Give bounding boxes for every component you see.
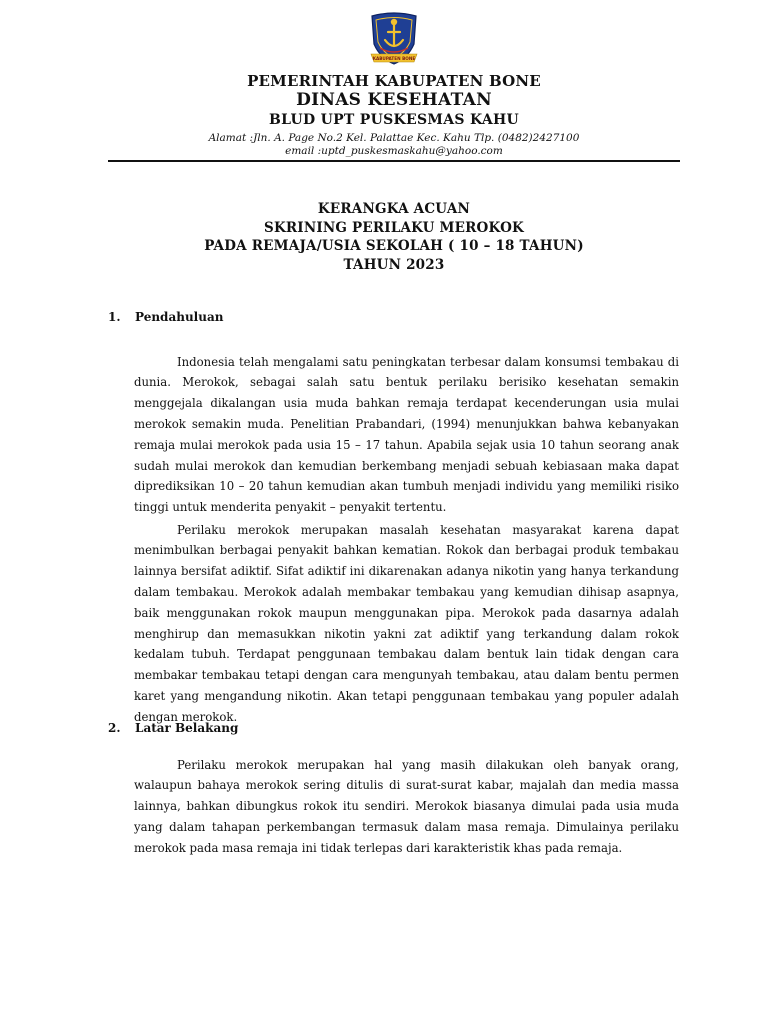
document-title-line-3: PADA REMAJA/USIA SEKOLAH ( 10 – 18 TAHUN) — [204, 238, 584, 254]
letterhead-agency: DINAS KESEHATAN — [296, 90, 492, 110]
paragraph: Indonesia telah mengalami satu peningkatan terbesar dalam konsumsi tembakau di dunia. Merokok, sebagai salah satu bentuk perilaku berisiko kesehatan semakin menggejala dikalangan usia muda bahkan remaja terdapat kecenderungan usia mulai merokok semakin muda. Penelitian Prabandari, (1994) menunjukkan bahwa kebanyakan remaja mulai merokok pada usia 15 – 17 tahun. Apabila sejak usia 10 tahun seorang anak sudah mulai merokok dan kemudian berkembang menjadi sebuah kebiasaan maka dapat diprediksikan 10 – 20 tahun kemudian akan tumbuh menjadi individu yang memiliki risiko tinggi untuk menderita penyakit – penyakit tertentu. — [134, 354, 679, 515]
section-heading-latar-belakang — [108, 721, 238, 735]
document-title-line-1: KERANGKA ACUAN — [317, 201, 471, 217]
paragraph: Perilaku merokok merupakan masalah kesehatan masyarakat karena dapat menimbulkan berbagai penyakit bahkan kematian. Rokok dan berbagai produk tembakau lainnya bersifat adiktif. Sifat adiktif ini dikarenakan adanya nikotin yang hanya terkandung dalam tembakau. Merokok adalah membakar tembakau yang kemudian dihisap asapnya, baik menggunakan rokok maupun menggunakan pipa. Merokok pada dasarnya adalah menghirup dan memasukkan nikotin yakni zat adiktif yang terkandung dalam rokok kedalam tubuh. Terdapat penggunaan tembakau dalam bentuk lain tidak dengan cara membakar tembakau tetapi dengan cara mengunyah tembakau, atau dalam bentu permen karet yang mengandung nikotin. Akan tetapi penggunaan tembakau yang populer adalah dengan merokok. — [134, 522, 679, 724]
section-number: 1. — [108, 310, 121, 324]
section-number: 2. — [108, 721, 121, 735]
letterhead-address: Alamat :Jln. A. Page No.2 Kel. Palattae Kec. Kahu Tlp. (0482)2427100 — [208, 132, 580, 144]
letterhead-unit: BLUD UPT PUSKESMAS KAHU — [268, 112, 520, 128]
section-title: Pendahuluan — [135, 310, 224, 324]
section-heading-pendahuluan — [108, 310, 223, 324]
kabupaten-bone-emblem-icon — [368, 10, 420, 68]
document-title-line-2: SKRINING PERILAKU MEROKOK — [264, 220, 524, 236]
document-title-line-4: TAHUN 2023 — [343, 257, 445, 273]
svg-text:KABUPATEN BONE: KABUPATEN BONE — [372, 56, 416, 61]
letterhead-government: PEMERINTAH KABUPATEN BONE — [247, 72, 541, 90]
section-title: Latar Belakang — [135, 721, 239, 735]
letterhead-email: email :uptd_puskesmaskahu@yahoo.com — [285, 145, 503, 157]
paragraph: Perilaku merokok merupakan hal yang masih dilakukan oleh banyak orang, walaupun bahaya merokok sering ditulis di surat-surat kabar, majalah dan media massa lainnya, bahkan dibungkus rokok itu sendiri. Merokok biasanya dimulai pada usia muda yang dalam tahapan perkembangan termasuk dalam masa remaja. Dimulainya perilaku merokok pada masa remaja ini tidak terlepas dari karakteristik khas pada remaja. — [134, 757, 679, 855]
letterhead-divider — [108, 160, 680, 162]
